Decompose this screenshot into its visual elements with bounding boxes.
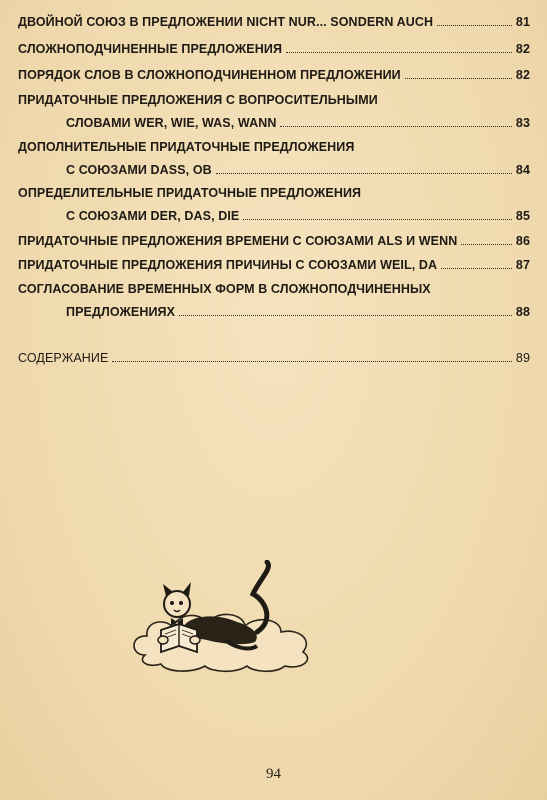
toc-entry-page: 85 xyxy=(515,209,530,223)
toc-entry-9-cont xyxy=(66,305,530,319)
toc-entry-title: СОГЛАСОВАНИЕ ВРЕМЕННЫХ ФОРМ В СЛОЖНОПОДЧИНЕННЫХ xyxy=(18,282,431,296)
toc-entry-6-title xyxy=(18,186,530,200)
dot-leader xyxy=(280,126,511,127)
toc-entry-4-cont xyxy=(66,116,530,130)
dot-leader xyxy=(441,268,512,269)
dot-leader xyxy=(243,219,512,220)
toc-entry-title-cont: С СОЮЗАМИ DASS, OB xyxy=(66,163,212,177)
toc-entry-1 xyxy=(18,15,530,29)
toc-entry-5-title xyxy=(18,140,530,154)
toc-entry-title: ПРИДАТОЧНЫЕ ПРЕДЛОЖЕНИЯ ВРЕМЕНИ С СОЮЗАМИ ALS И WENN xyxy=(18,234,458,248)
toc-entry-title-cont: СЛОВАМИ WER, WIE, WAS, WANN xyxy=(66,116,277,130)
cat-reading-book-on-cloud-icon xyxy=(125,560,325,675)
toc-entry-4-title xyxy=(18,93,530,107)
dot-leader xyxy=(437,25,512,26)
toc-entry-page: 87 xyxy=(515,258,530,272)
toc-entry-title-cont: С СОЮЗАМИ DER, DAS, DIE xyxy=(66,209,240,223)
toc-entry-5-cont xyxy=(66,163,530,177)
toc-entry-title: ДВОЙНОЙ СОЮЗ В ПРЕДЛОЖЕНИИ NICHT NUR... SONDERN AUCH xyxy=(18,15,434,29)
dot-leader xyxy=(179,315,512,316)
toc-entry-title: ПРИДАТОЧНЫЕ ПРЕДЛОЖЕНИЯ ПРИЧИНЫ С СОЮЗАМИ WEIL, DA xyxy=(18,258,438,272)
dot-leader xyxy=(286,52,512,53)
toc-entry-8 xyxy=(18,258,530,272)
toc-entry-title: ПРИДАТОЧНЫЕ ПРЕДЛОЖЕНИЯ С ВОПРОСИТЕЛЬНЫМИ xyxy=(18,93,378,107)
toc-entry-page: 84 xyxy=(515,163,530,177)
toc-entry-title: СОДЕРЖАНИЕ xyxy=(18,351,109,365)
toc-entry-title-cont: ПРЕДЛОЖЕНИЯХ xyxy=(66,305,176,319)
dot-leader xyxy=(405,78,512,79)
toc-entry-title: ОПРЕДЕЛИТЕЛЬНЫЕ ПРИДАТОЧНЫЕ ПРЕДЛОЖЕНИЯ xyxy=(18,186,362,200)
toc-entry-3 xyxy=(18,68,530,82)
toc-entry-page: 89 xyxy=(515,351,530,365)
toc-entry-9-title xyxy=(18,282,530,296)
toc-entry-page: 86 xyxy=(515,234,530,248)
dot-leader xyxy=(216,173,512,174)
toc-entry-title: ПОРЯДОК СЛОВ В СЛОЖНОПОДЧИНЕННОМ ПРЕДЛОЖЕНИИ xyxy=(18,68,401,82)
dot-leader xyxy=(461,244,512,245)
dot-leader xyxy=(112,361,511,362)
toc-entry-page: 83 xyxy=(515,116,530,130)
toc-entry-10 xyxy=(18,351,530,365)
toc-entry-title: ДОПОЛНИТЕЛЬНЫЕ ПРИДАТОЧНЫЕ ПРЕДЛОЖЕНИЯ xyxy=(18,140,355,154)
toc-entry-7 xyxy=(18,234,530,248)
toc-entry-page: 88 xyxy=(515,305,530,319)
toc-entry-page: 81 xyxy=(515,15,530,29)
toc-entry-page: 82 xyxy=(515,42,530,56)
page-number: 94 xyxy=(266,766,281,782)
toc-entry-6-cont xyxy=(66,209,530,223)
toc-entry-title: СЛОЖНОПОДЧИНЕННЫЕ ПРЕДЛОЖЕНИЯ xyxy=(18,42,283,56)
toc-entry-2 xyxy=(18,42,530,56)
toc-entry-page: 82 xyxy=(515,68,530,82)
